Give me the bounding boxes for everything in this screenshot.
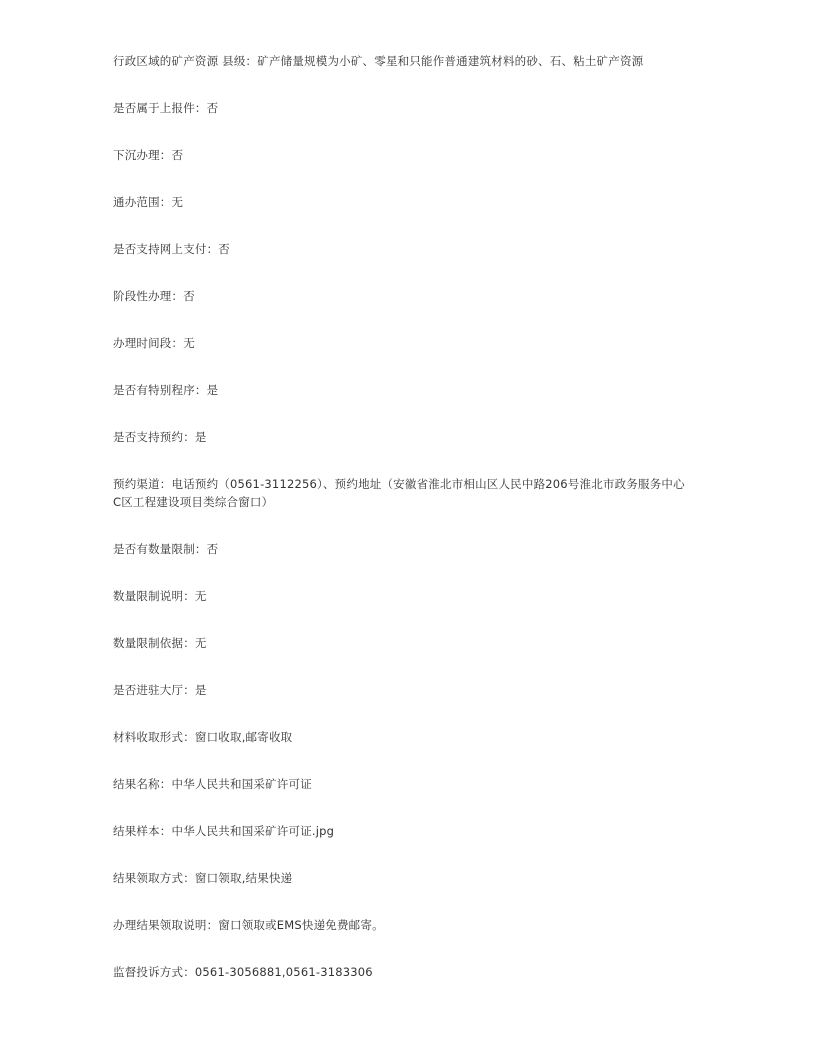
document-body [113,52,713,1010]
phased-handling-line: 阶段性办理：否 [113,289,195,303]
result-pickup-desc-line: 办理结果领取说明：窗口领取或EMS快递免费邮寄。 [113,918,384,932]
quantity-limit-desc-line: 数量限制说明：无 [113,589,207,603]
special-procedure-line: 是否有特别程序：是 [113,383,219,397]
hall-presence-line: 是否进驻大厅：是 [113,683,207,697]
result-name-line: 结果名称：中华人民共和国采矿许可证 [113,777,312,791]
report-item-line: 是否属于上报件：否 [113,101,219,115]
handling-time-line: 办理时间段：无 [113,336,195,350]
complaint-contact-line: 监督投诉方式：0561-3056881,0561-3183306 [113,965,373,979]
material-collection-line: 材料收取形式：窗口收取,邮寄收取 [113,730,293,744]
reservation-channel-line: 预约渠道：电话预约（0561-3112256）、预约地址（安徽省淮北市相山区人民中路206号淮北市政务服务中心C区工程建设项目类综合窗口） [113,477,685,509]
admin-region-line: 行政区域的矿产资源 县级：矿产储量规模为小矿、零星和只能作普通建筑材料的砂、石、粘土矿产资源 [113,54,644,68]
general-scope-line: 通办范围：无 [113,195,184,209]
quantity-limit-line: 是否有数量限制：否 [113,542,219,556]
sinking-handling-line: 下沉办理：否 [113,148,184,162]
quantity-limit-basis-line: 数量限制依据：无 [113,636,207,650]
result-sample-line: 结果样本：中华人民共和国采矿许可证.jpg [113,824,335,838]
result-pickup-line: 结果领取方式：窗口领取,结果快递 [113,871,293,885]
online-payment-line: 是否支持网上支付：否 [113,242,230,256]
reservation-support-line: 是否支持预约：是 [113,430,207,444]
